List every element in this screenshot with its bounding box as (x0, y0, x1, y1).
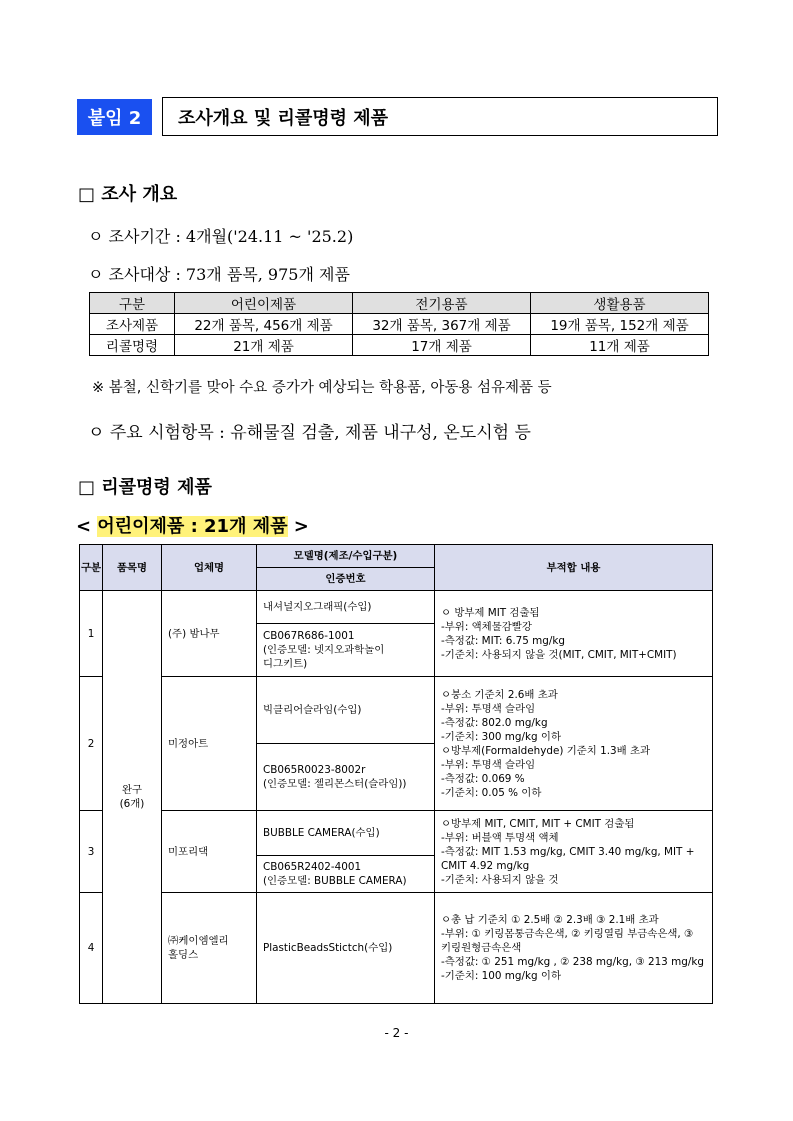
defect-cell: ㅇ붕소 기준치 2.6배 초과 -부위: 투명색 슬라임 -측정값: 802.0 mg/kg -기준치: 300 mg/kg 이하 ㅇ방부제(Formaldehyde) 기준치 1.3배 초과 -부위: 투명색 슬라임 -측정값: 0.069 % -기준치: 0.05 % 이하 (435, 677, 713, 811)
subtitle-bracket-open: < (76, 516, 98, 537)
subtitle-bracket-close: > (287, 516, 309, 537)
model-cell: PlasticBeadsStictch(수입) (257, 893, 435, 1004)
table-header: 전기용품 (353, 293, 531, 314)
table-row (90, 335, 709, 356)
table-row (80, 677, 713, 744)
table-cell: 22개 품목, 456개 제품 (175, 314, 353, 335)
table-cell: 11개 제품 (531, 335, 709, 356)
section-title-overview: □ 조사 개요 (78, 184, 178, 205)
header-defect: 부적합 내용 (435, 545, 713, 591)
table-header: 구분 (90, 293, 175, 314)
company-cell: (주) 밤나무 (162, 591, 257, 677)
test-items: ㅇ 주요 시험항목 : 유해물질 검출, 제품 내구성, 온도시험 등 (88, 423, 531, 443)
row-no: 3 (80, 811, 103, 893)
cert-cell: CB065R0023-8002r (인증모델: 젤리몬스터(슬라임)) (257, 744, 435, 811)
section-title-recall: □ 리콜명령 제품 (78, 477, 212, 498)
page-title: 조사개요 및 리콜명령 제품 (162, 97, 718, 136)
row-no: 2 (80, 677, 103, 811)
table-cell: 리콜명령 (90, 335, 175, 356)
table-row (80, 893, 713, 1004)
company-cell: 미포리댁 (162, 811, 257, 893)
survey-period: ㅇ 조사기간 : 4개월('24.11 ~ '25.2) (88, 227, 354, 246)
cert-cell: CB067R686-1001 (인증모델: 넷지오과학놀이 디그키트) (257, 624, 435, 677)
table-row (80, 591, 713, 624)
company-cell: ㈜케이엠엘리 홀딩스 (162, 893, 257, 1004)
table-header: 생활용품 (531, 293, 709, 314)
table-cell: 17개 제품 (353, 335, 531, 356)
table-cell: 21개 제품 (175, 335, 353, 356)
defect-cell: ㅇ총 납 기준치 ① 2.5배 ② 2.3배 ③ 2.1배 초과 -부위: ① 키링몸통금속은색, ② 키링열림 부금속은색, ③ 키링원형금속은색 -측정값: ① 251 mg/kg , ② 238 mg/kg, ③ 213 mg/kg -기준치: 100 mg/kg 이하 (435, 893, 713, 1004)
table-cell: 32개 품목, 367개 제품 (353, 314, 531, 335)
page-number: - 2 - (384, 1026, 409, 1040)
table-header-row (80, 545, 713, 568)
table-cell: 19개 품목, 152개 제품 (531, 314, 709, 335)
attachment-tag: 붙임 2 (77, 99, 152, 135)
table-row (90, 314, 709, 335)
defect-cell: ㅇ 방부제 MIT 검출됨 -부위: 액체물감빨강 -측정값: MIT: 6.75 mg/kg -기준치: 사용되지 않을 것(MIT, CMIT, MIT+CMIT) (435, 591, 713, 677)
model-cell: BUBBLE CAMERA(수입) (257, 811, 435, 856)
table-header-row (90, 293, 709, 314)
row-no: 4 (80, 893, 103, 1004)
table-row (80, 811, 713, 856)
row-no: 1 (80, 591, 103, 677)
header-no: 구분 (80, 545, 103, 591)
model-cell: 내셔널지오그래픽(수입) (257, 591, 435, 624)
header-cert: 인증번호 (257, 568, 435, 591)
model-cell: 빅클리어슬라임(수입) (257, 677, 435, 744)
defect-cell: ㅇ방부제 MIT, CMIT, MIT + CMIT 검출됨 -부위: 버블액 투명색 액체 -측정값: MIT 1.53 mg/kg, CMIT 3.40 mg/kg, MIT + CMIT 4.92 mg/kg -기준치: 사용되지 않을 것 (435, 811, 713, 893)
header-company: 업체명 (162, 545, 257, 591)
subtitle-text: 어린이제품 : 21개 제품 (97, 516, 288, 537)
header-model: 모델명(제조/수입구분) (257, 545, 435, 568)
survey-table (89, 292, 709, 356)
category-cell: 완구 (6개) (103, 591, 162, 1004)
cert-cell: CB065R2402-4001 (인증모델: BUBBLE CAMERA) (257, 856, 435, 893)
survey-target: ㅇ 조사대상 : 73개 품목, 975개 제품 (88, 265, 350, 284)
company-cell: 미정아트 (162, 677, 257, 811)
recall-table (79, 544, 713, 1004)
note: ※ 봄철, 신학기를 맞아 수요 증가가 예상되는 학용품, 아동용 섬유제품 등 (92, 380, 552, 396)
table-header: 어린이제품 (175, 293, 353, 314)
header-item: 품목명 (103, 545, 162, 591)
table-cell: 조사제품 (90, 314, 175, 335)
recall-subtitle (76, 512, 309, 538)
